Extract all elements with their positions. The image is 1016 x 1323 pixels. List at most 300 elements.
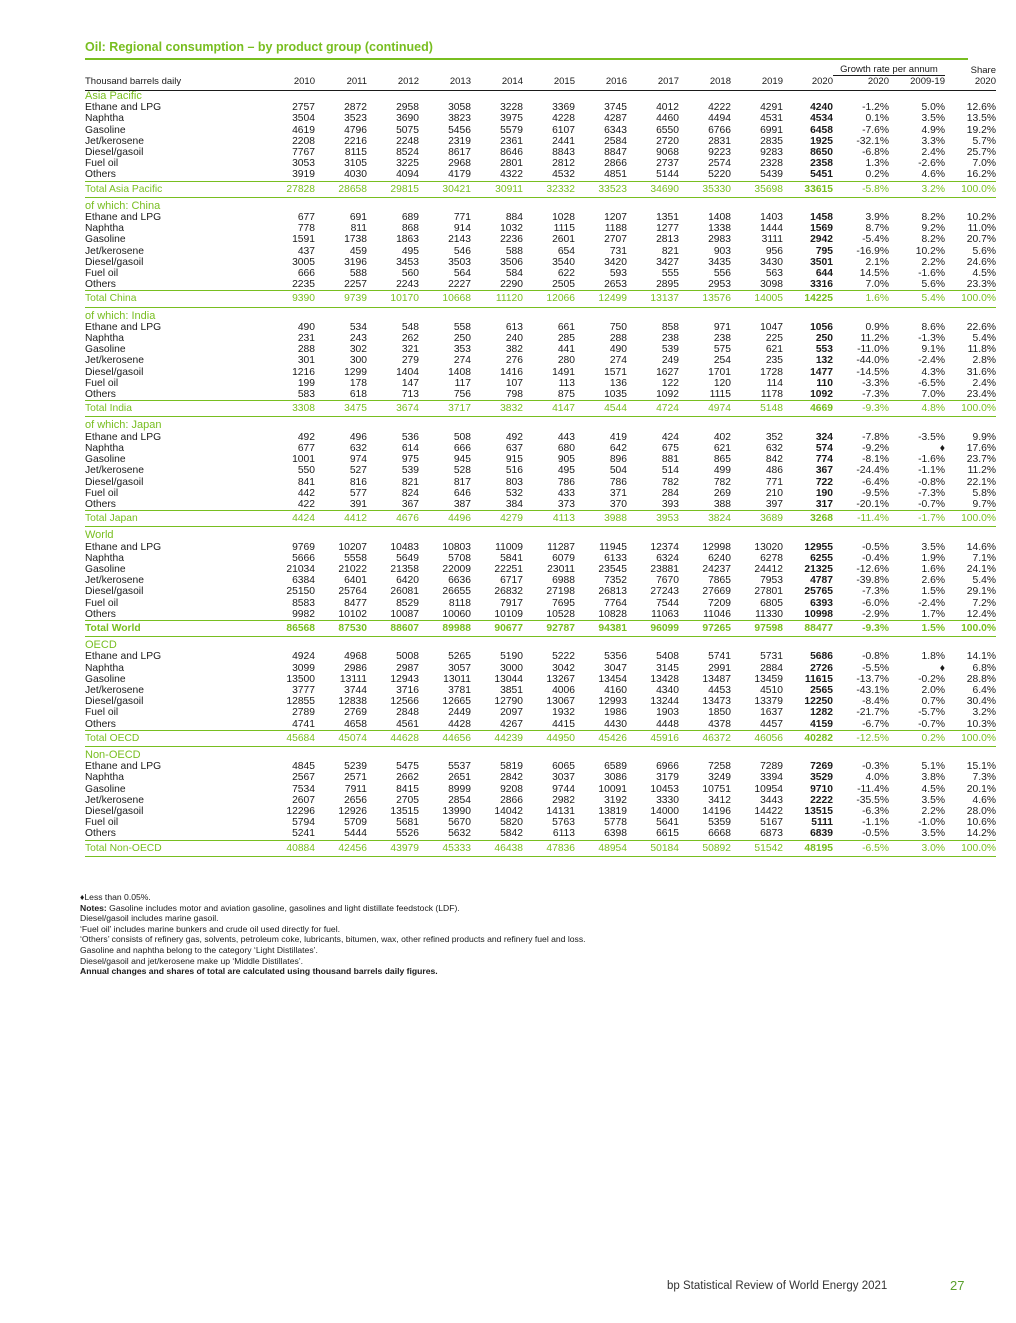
value-cell: 317 — [815, 498, 833, 510]
share-cell: 4.5% — [972, 268, 996, 280]
value-cell: 210 — [765, 487, 783, 499]
growth-2020-cell: -6.7% — [862, 718, 889, 730]
value-cell: 27828 — [263, 181, 315, 197]
growth-2020-cell: -21.7% — [856, 707, 889, 719]
share-cell: 100.0% — [945, 730, 996, 746]
value-cell: 689 — [401, 212, 419, 224]
growth-2020-cell: -6.8% — [862, 147, 889, 159]
value-cell: 3316 — [810, 279, 833, 291]
growth-2020-cell: 2.1% — [865, 256, 889, 268]
value-cell: 2986 — [344, 662, 367, 674]
value-cell: 5794 — [292, 817, 315, 829]
value-cell: 632 — [765, 442, 783, 454]
value-cell: 1277 — [656, 223, 679, 235]
value-cell: 433 — [557, 487, 575, 499]
value-cell: 661 — [557, 321, 575, 333]
value-cell: 527 — [349, 465, 367, 477]
value-cell: 495 — [557, 465, 575, 477]
value-cell: 1701 — [708, 366, 731, 378]
growth-year-header: 2020 — [833, 76, 889, 91]
value-cell: 107 — [505, 377, 523, 389]
value-cell: 393 — [661, 498, 679, 510]
value-cell: 6393 — [810, 597, 833, 609]
value-cell: 10483 — [390, 541, 419, 553]
growth-2020-cell: -9.2% — [862, 442, 889, 454]
value-cell: 10453 — [650, 783, 679, 795]
growth-year-header: 2009-19 — [889, 76, 945, 91]
value-cell: 824 — [401, 487, 419, 499]
value-cell: 9223 — [708, 147, 731, 159]
value-cell: 4796 — [344, 124, 367, 136]
header-row — [85, 76, 996, 91]
value-cell: 21022 — [338, 563, 367, 575]
value-cell: 1188 — [604, 223, 627, 235]
value-cell: 276 — [505, 355, 523, 367]
row-label: Diesel/gasoil — [85, 366, 144, 378]
value-cell: 11330 — [755, 608, 783, 620]
value-cell: 238 — [661, 333, 679, 345]
value-cell: 11945 — [599, 541, 627, 553]
value-cell: 945 — [453, 454, 471, 466]
value-cell: 243 — [349, 333, 367, 345]
growth-2020-cell: 8.7% — [865, 223, 889, 235]
value-cell: 47836 — [523, 840, 575, 856]
value-cell: 508 — [453, 431, 471, 443]
value-cell: 4669 — [783, 401, 833, 417]
value-cell: 97598 — [731, 620, 783, 636]
row-label: Others — [85, 498, 116, 510]
row-label: Gasoline — [85, 783, 126, 795]
value-cell: 2328 — [760, 158, 783, 170]
value-cell: 4113 — [523, 511, 575, 527]
footnote-line — [80, 924, 780, 935]
share-cell: 6.4% — [972, 684, 996, 696]
row-label: Jet/kerosene — [85, 245, 144, 257]
share-cell: 5.8% — [972, 487, 996, 499]
value-cell: 14131 — [546, 805, 575, 817]
value-cell: 666 — [297, 268, 315, 280]
value-cell: 2854 — [448, 794, 471, 806]
value-cell: 14225 — [783, 291, 833, 307]
region-name: of which: India — [85, 310, 156, 322]
value-cell: 4415 — [552, 718, 575, 730]
value-cell: 25764 — [338, 586, 367, 598]
value-cell: 12250 — [804, 696, 833, 708]
footnote-line — [80, 892, 780, 903]
value-cell: 33615 — [783, 181, 833, 197]
year-header: 2010 — [263, 76, 315, 91]
value-cell: 4160 — [604, 684, 627, 696]
value-cell: 6133 — [604, 552, 627, 564]
value-cell: 556 — [713, 268, 731, 280]
growth-2009-19-cell: 8.6% — [921, 321, 945, 333]
value-cell: 896 — [609, 454, 627, 466]
growth-2009-19-cell: 9.2% — [921, 223, 945, 235]
value-cell: 4974 — [679, 401, 731, 417]
value-cell: 3369 — [552, 102, 575, 114]
growth-2009-19-cell: ♦ — [939, 442, 945, 454]
share-cell: 11.2% — [967, 465, 996, 477]
value-cell: 5778 — [604, 817, 627, 829]
value-cell: 3744 — [344, 684, 367, 696]
value-cell: 2358 — [810, 158, 833, 170]
share-header: Share — [970, 64, 996, 76]
value-cell: 677 — [297, 442, 315, 454]
value-cell: 8646 — [500, 147, 523, 159]
value-cell: 5681 — [396, 817, 419, 829]
growth-2020-cell: -16.9% — [856, 245, 889, 257]
table-row — [85, 234, 996, 245]
value-cell: 621 — [765, 344, 783, 356]
value-cell: 9982 — [292, 608, 315, 620]
value-cell: 96099 — [627, 620, 679, 636]
value-cell: 5451 — [810, 169, 833, 181]
value-cell: 4619 — [292, 124, 315, 136]
value-cell: 637 — [505, 442, 523, 454]
value-cell: 2656 — [344, 794, 367, 806]
growth-2009-19-cell: ♦ — [939, 662, 945, 674]
share-cell: 24.6% — [966, 256, 996, 268]
value-cell: 750 — [609, 321, 627, 333]
value-cell: 4291 — [760, 102, 783, 114]
growth-2020-cell: -3.3% — [862, 377, 889, 389]
growth-2020-cell: -5.5% — [862, 662, 889, 674]
page-number: 27 — [950, 1278, 965, 1293]
value-cell: 26655 — [442, 586, 471, 598]
table-row — [85, 575, 996, 586]
growth-2009-19-cell: 2.0% — [921, 684, 945, 696]
table-row — [85, 344, 996, 355]
value-cell: 2222 — [810, 794, 833, 806]
value-cell: 722 — [815, 476, 833, 488]
table-row — [85, 651, 996, 662]
value-cell: 490 — [609, 344, 627, 356]
table-row — [85, 147, 996, 158]
share-cell: 20.1% — [966, 783, 996, 795]
growth-2009-19-cell: -1.0% — [918, 817, 945, 829]
value-cell: 35330 — [679, 181, 731, 197]
value-cell: 13044 — [494, 673, 523, 685]
row-label: Fuel oil — [85, 487, 119, 499]
share-cell: 20.7% — [966, 234, 996, 246]
value-cell: 12665 — [442, 696, 471, 708]
row-label: Total Asia Pacific — [85, 181, 263, 197]
value-cell: 6589 — [604, 761, 627, 773]
value-cell: 1444 — [760, 223, 783, 235]
footnote-text: Annual changes and shares of total are calculated using thousand barrels daily figures. — [80, 966, 438, 977]
value-cell: 114 — [766, 377, 783, 389]
value-cell: 532 — [505, 487, 523, 499]
share-cell: 100.0% — [945, 401, 996, 417]
share-cell: 2.4% — [972, 377, 996, 389]
value-cell: 44950 — [523, 730, 575, 746]
value-cell: 8477 — [344, 597, 367, 609]
growth-2020-cell: -0.5% — [862, 541, 889, 553]
value-cell: 5641 — [656, 817, 679, 829]
value-cell: 6324 — [656, 552, 679, 564]
value-cell: 3529 — [810, 772, 833, 784]
value-cell: 88477 — [783, 620, 833, 636]
value-cell: 238 — [713, 333, 731, 345]
row-label: Jet/kerosene — [85, 794, 144, 806]
value-cell: 798 — [505, 389, 523, 401]
row-label: Ethane and LPG — [85, 431, 162, 443]
value-cell: 23881 — [650, 563, 679, 575]
growth-2009-19-cell: 3.5% — [921, 113, 945, 125]
year-header: 2016 — [575, 76, 627, 91]
value-cell: 13500 — [286, 673, 315, 685]
share-cell: 9.7% — [972, 498, 996, 510]
value-cell: 6550 — [656, 124, 679, 136]
growth-2009-19-cell: -0.2% — [918, 673, 945, 685]
table-row — [85, 465, 996, 476]
value-cell: 6384 — [292, 575, 315, 587]
growth-2020-cell: -7.3% — [862, 389, 889, 401]
value-cell: 5220 — [708, 169, 731, 181]
growth-2020-cell: 11.2% — [860, 333, 889, 345]
value-cell: 782 — [713, 476, 731, 488]
value-cell: 288 — [297, 344, 315, 356]
value-cell: 7911 — [344, 783, 367, 795]
growth-2009-19-cell: -1.3% — [918, 333, 945, 345]
row-label: Jet/kerosene — [85, 465, 144, 477]
table-row — [85, 685, 996, 696]
value-cell: 382 — [505, 344, 523, 356]
footnote-text: Diesel/gasoil and jet/kerosene make up ‘Middle Distillates’. — [80, 955, 304, 966]
region-name: World — [85, 530, 114, 542]
growth-2020-cell: 1.3% — [865, 158, 889, 170]
value-cell: 1056 — [810, 321, 833, 333]
value-cell: 4531 — [760, 113, 783, 125]
year-header: 2020 — [783, 76, 833, 91]
share-cell: 30.4% — [966, 696, 996, 708]
growth-2020-cell: -6.4% — [862, 476, 889, 488]
growth-2009-19-cell: 4.8% — [889, 401, 945, 417]
value-cell: 816 — [349, 476, 367, 488]
growth-2020-cell: 0.2% — [865, 169, 889, 181]
value-cell: 7695 — [552, 597, 575, 609]
value-cell: 6668 — [708, 828, 731, 840]
value-cell: 10998 — [804, 608, 833, 620]
value-cell: 5359 — [708, 817, 731, 829]
value-cell: 642 — [609, 442, 627, 454]
value-cell: 147 — [401, 377, 419, 389]
value-cell: 5558 — [344, 552, 367, 564]
total-row — [85, 291, 996, 307]
value-cell: 3394 — [760, 772, 783, 784]
region-name: OECD — [85, 640, 117, 652]
value-cell: 14422 — [754, 805, 783, 817]
row-label: Total Japan — [85, 511, 263, 527]
value-cell: 22251 — [494, 563, 523, 575]
value-cell: 10207 — [338, 541, 367, 553]
consumption-table — [85, 64, 996, 857]
growth-2009-19-cell: 5.4% — [889, 291, 945, 307]
value-cell: 4030 — [344, 169, 367, 181]
value-cell: 2257 — [344, 279, 367, 291]
value-cell: 5842 — [500, 828, 523, 840]
row-label: Total OECD — [85, 730, 263, 746]
value-cell: 8524 — [396, 147, 419, 159]
value-cell: 13067 — [546, 696, 575, 708]
value-cell: 12499 — [575, 291, 627, 307]
row-label: Diesel/gasoil — [85, 476, 144, 488]
value-cell: 279 — [401, 355, 419, 367]
value-cell: 443 — [557, 431, 575, 443]
value-cell: 5444 — [344, 828, 367, 840]
share-cell: 100.0% — [945, 620, 996, 636]
footnote-line — [80, 903, 780, 914]
value-cell: 858 — [661, 321, 679, 333]
share-cell: 11.8% — [967, 344, 996, 356]
value-cell: 4012 — [656, 102, 679, 114]
value-cell: 2607 — [292, 794, 315, 806]
value-cell: 8115 — [344, 147, 367, 159]
value-cell: 2726 — [810, 662, 833, 674]
value-cell: 2236 — [500, 234, 523, 246]
value-cell: 12855 — [286, 696, 315, 708]
growth-2020-cell: -1.2% — [862, 102, 889, 114]
value-cell: 132 — [815, 355, 833, 367]
value-cell: 9739 — [315, 291, 367, 307]
value-cell: 8118 — [448, 597, 471, 609]
growth-2009-19-cell: -0.7% — [918, 718, 945, 730]
value-cell: 5241 — [292, 828, 315, 840]
share-cell: 15.1% — [966, 761, 996, 773]
growth-2009-19-cell: -7.3% — [918, 487, 945, 499]
share-cell: 14.6% — [966, 541, 996, 553]
page-title: Oil: Regional consumption – by product group (continued) — [85, 40, 433, 54]
year-header: 2015 — [523, 76, 575, 91]
value-cell: 4430 — [604, 718, 627, 730]
value-cell: 3716 — [396, 684, 419, 696]
value-cell: 442 — [297, 487, 315, 499]
value-cell: 4267 — [500, 718, 523, 730]
value-cell: 4845 — [292, 761, 315, 773]
value-cell: 971 — [713, 321, 731, 333]
table-row — [85, 378, 996, 389]
value-cell: 10091 — [598, 783, 627, 795]
value-cell: 6805 — [760, 597, 783, 609]
value-cell: 514 — [661, 465, 679, 477]
value-cell: 5526 — [396, 828, 419, 840]
value-cell: 1569 — [810, 223, 833, 235]
value-cell: 274 — [609, 355, 627, 367]
value-cell: 974 — [349, 454, 367, 466]
value-cell: 2720 — [656, 135, 679, 147]
share-cell: 2.8% — [972, 355, 996, 367]
value-cell: 45684 — [263, 730, 315, 746]
value-cell: 8617 — [448, 147, 471, 159]
value-cell: 4534 — [810, 113, 833, 125]
value-cell: 3832 — [471, 401, 523, 417]
share-cell: 22.1% — [966, 476, 996, 488]
region-header-row — [85, 201, 996, 212]
value-cell: 975 — [401, 454, 419, 466]
row-label: Naphtha — [85, 772, 124, 784]
growth-2020-cell: -44.0% — [856, 355, 889, 367]
table-row — [85, 795, 996, 806]
value-cell: 881 — [661, 454, 679, 466]
value-cell: 3717 — [419, 401, 471, 417]
notes-prefix: Notes: — [80, 902, 107, 913]
year-header: 2011 — [315, 76, 367, 91]
growth-2009-19-cell: 1.8% — [921, 651, 945, 663]
value-cell: 1001 — [292, 454, 315, 466]
row-label: Others — [85, 389, 116, 401]
value-cell: 553 — [815, 344, 833, 356]
growth-2009-19-cell: 3.3% — [921, 135, 945, 147]
value-cell: 2235 — [292, 279, 315, 291]
row-label: Others — [85, 718, 116, 730]
growth-2009-19-cell: -5.7% — [918, 707, 945, 719]
value-cell: 1207 — [604, 212, 627, 224]
share-cell: 19.2% — [966, 124, 996, 136]
value-cell: 2848 — [396, 707, 419, 719]
value-cell: 2895 — [656, 279, 679, 291]
value-cell: 3099 — [292, 662, 315, 674]
value-cell: 5408 — [656, 651, 679, 663]
growth-2009-19-cell: 0.2% — [889, 730, 945, 746]
row-label: Naphtha — [85, 333, 124, 345]
value-cell: 2707 — [604, 234, 627, 246]
table-row — [85, 772, 996, 783]
row-label: Fuel oil — [85, 268, 119, 280]
value-cell: 2872 — [344, 102, 367, 114]
value-cell: 6255 — [810, 552, 833, 564]
region-name: of which: China — [85, 200, 161, 212]
value-cell: 2248 — [396, 135, 419, 147]
table-row — [85, 257, 996, 268]
value-cell: 1416 — [500, 366, 523, 378]
value-cell: 42456 — [315, 840, 367, 856]
value-cell: 3047 — [604, 662, 627, 674]
growth-2020-cell: -6.5% — [833, 840, 889, 856]
row-label: Others — [85, 828, 116, 840]
value-cell: 1571 — [604, 366, 627, 378]
value-cell: 2567 — [292, 772, 315, 784]
value-cell: 713 — [401, 389, 419, 401]
value-cell: 588 — [505, 245, 523, 257]
growth-2009-19-cell: -0.8% — [918, 476, 945, 488]
value-cell: 1627 — [656, 366, 679, 378]
share-cell: 22.6% — [966, 321, 996, 333]
value-cell: 113 — [558, 377, 575, 389]
growth-2020-cell: -43.1% — [856, 684, 889, 696]
value-cell: 5666 — [292, 552, 315, 564]
value-cell: 499 — [713, 465, 731, 477]
value-cell: 21358 — [390, 563, 419, 575]
growth-2020-cell: -7.8% — [862, 431, 889, 443]
value-cell: 86568 — [263, 620, 315, 636]
value-cell: 12790 — [494, 696, 523, 708]
value-cell: 3058 — [448, 102, 471, 114]
value-cell: 3086 — [604, 772, 627, 784]
value-cell: 2987 — [396, 662, 419, 674]
table-row — [85, 113, 996, 124]
growth-2009-19-cell: -2.4% — [918, 355, 945, 367]
value-cell: 2968 — [448, 158, 471, 170]
value-cell: 5670 — [448, 817, 471, 829]
value-cell: 2801 — [500, 158, 523, 170]
value-cell: 644 — [815, 268, 833, 280]
value-cell: 4676 — [367, 511, 419, 527]
table-row — [85, 136, 996, 147]
value-cell: 821 — [401, 476, 419, 488]
growth-2009-19-cell: 3.0% — [889, 840, 945, 856]
row-label: Diesel/gasoil — [85, 696, 144, 708]
value-cell: 4532 — [552, 169, 575, 181]
